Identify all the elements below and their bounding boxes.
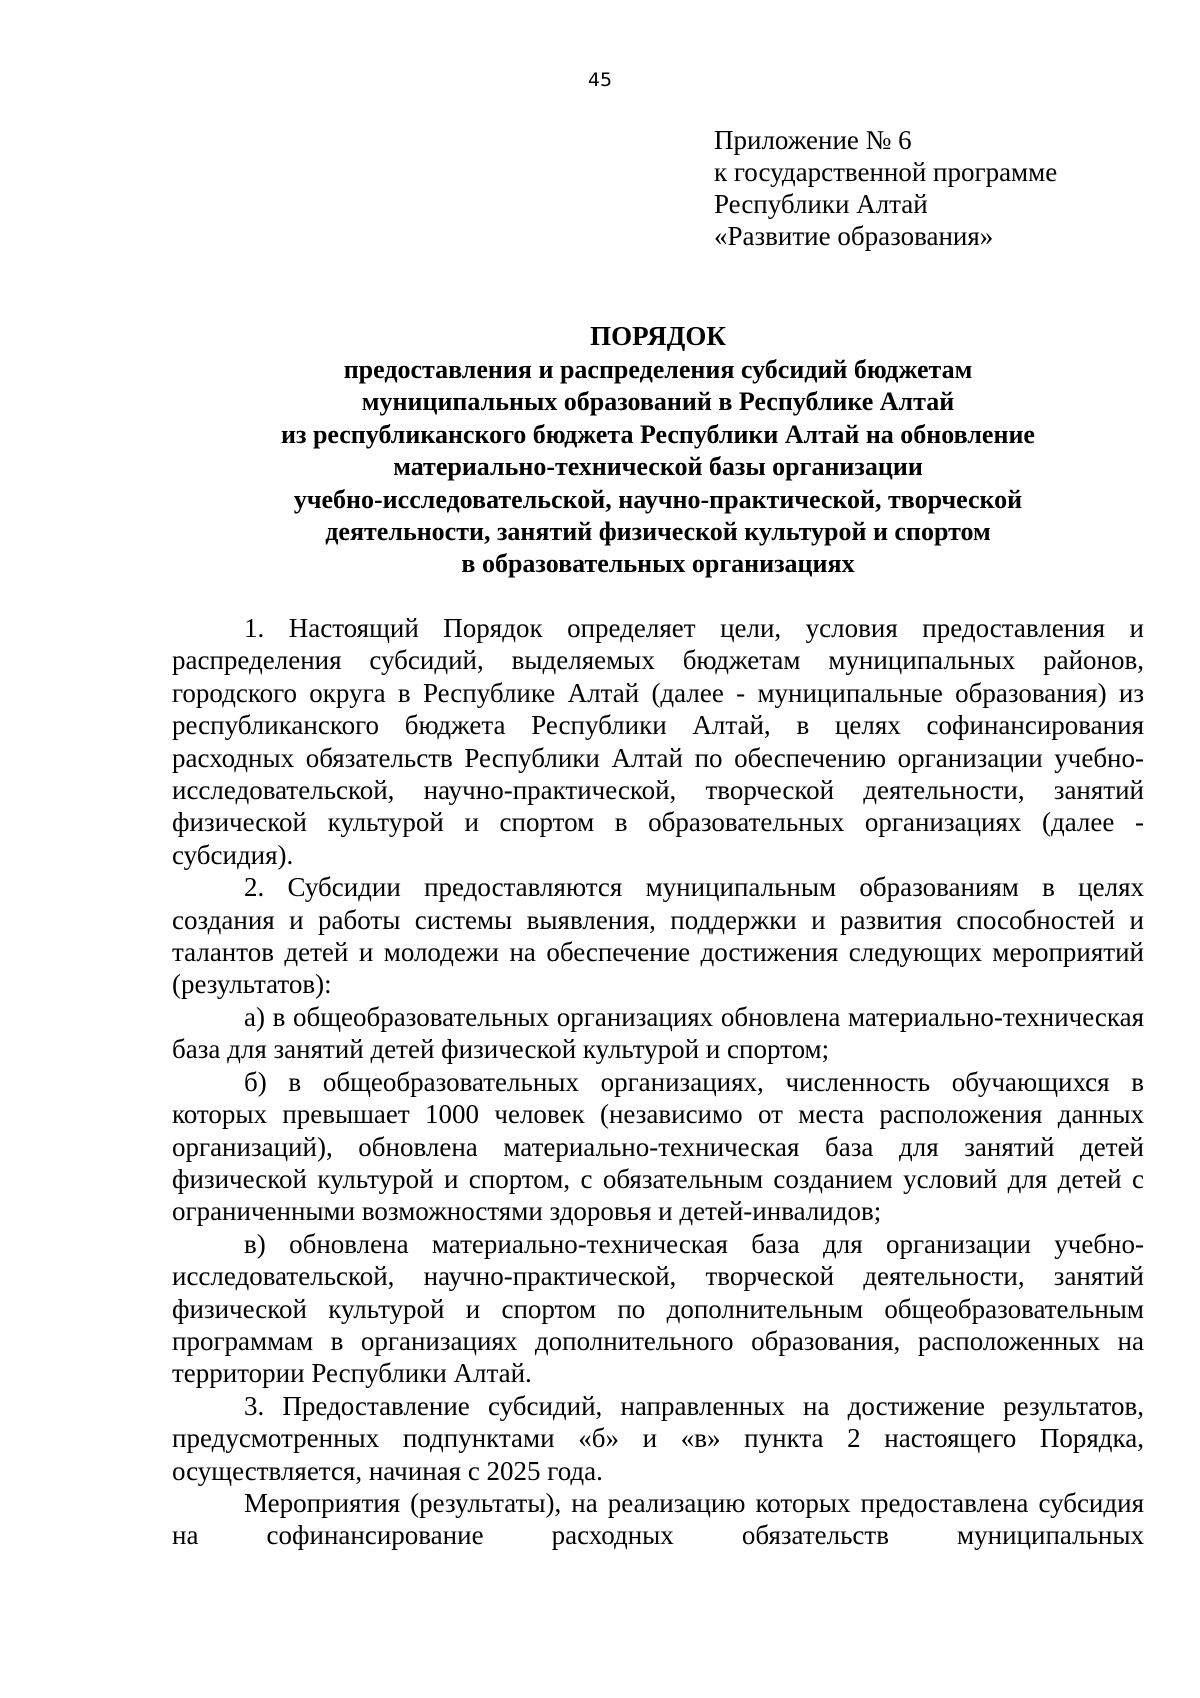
title-line: материально-технической базы организации [393, 452, 923, 482]
document-body [172, 612, 1144, 1552]
title-line: муниципальных образований в Республике Алтай [361, 387, 955, 417]
paragraph-2v: в) обновлена материально-техническая база для организации учебно-исследовательской, научно-практической, творческой деятельности, занятий физической культурой и спортом по дополнительным общеобразовательным программам в организациях дополнительного образования, расположенных на территории Республики Алтай. [172, 1228, 1144, 1389]
paragraph-2a: а) в общеобразовательных организациях обновлена материально-техническая база для занятий детей физической культурой и спортом; [172, 1001, 1144, 1065]
title-line: деятельности, занятий физической культурой и спортом [325, 517, 991, 547]
title-heading: ПОРЯДОК [590, 321, 726, 351]
appendix-line: Республики Алтай [714, 189, 928, 219]
title-line: учебно-исследовательской, научно-практической, творческой [293, 484, 1023, 514]
appendix-line: к государственной программе [714, 157, 1058, 187]
document-title [172, 318, 1144, 581]
title-line: в образовательных организациях [461, 549, 855, 579]
paragraph-2: 2. Субсидии предоставляются муниципальным образованиям в целях создания и работы системы выявления, поддержки и развития способностей и талантов детей и молодежи на обеспечение достижения следующих мероприятий (результатов): [172, 872, 1144, 1000]
title-line: предоставления и распределения субсидий бюджетам [343, 355, 973, 384]
paragraph-events: Мероприятия (результаты), на реализацию которых предоставлена субсидия на софинансирование расходных обязательств муниципальных [172, 1487, 1144, 1551]
appendix-line: Приложение № 6 [714, 125, 912, 155]
title-line: из республиканского бюджета Республики Алтай на обновление [281, 419, 1035, 449]
paragraph-2b: б) в общеобразовательных организациях, численность обучающихся в которых превышает 1000 человек (независимо от места расположения данных организаций), обновлена материально-техническая база для занятий детей физической культурой и спортом, с обязательным созданием условий для детей с ограниченными возможностями здоровья и детей-инвалидов; [172, 1066, 1144, 1227]
page-number: 45 [587, 69, 613, 91]
paragraph-1: 1. Настоящий Порядок определяет цели, условия предоставления и распределения субсидий, выделяемых бюджетам муниципальных районов, городского округа в Республике Алтай (далее - муниципальные образования) из республиканского бюджета Республики Алтай, в целях софинансирования расходных обязательств Республики Алтай по обеспечению организации учебно-исследовательской, научно-практической, творческой деятельности, занятий физической культурой и спортом в образовательных организациях (далее - субсидия). [172, 613, 1144, 870]
paragraph-3: 3. Предоставление субсидий, направленных на достижение результатов, предусмотренных подпунктами «б» и «в» пункта 2 настоящего Порядка, осуществляется, начиная с 2025 года. [172, 1390, 1144, 1486]
appendix-line: «Развитие образования» [714, 221, 994, 251]
appendix-header [714, 124, 1057, 252]
